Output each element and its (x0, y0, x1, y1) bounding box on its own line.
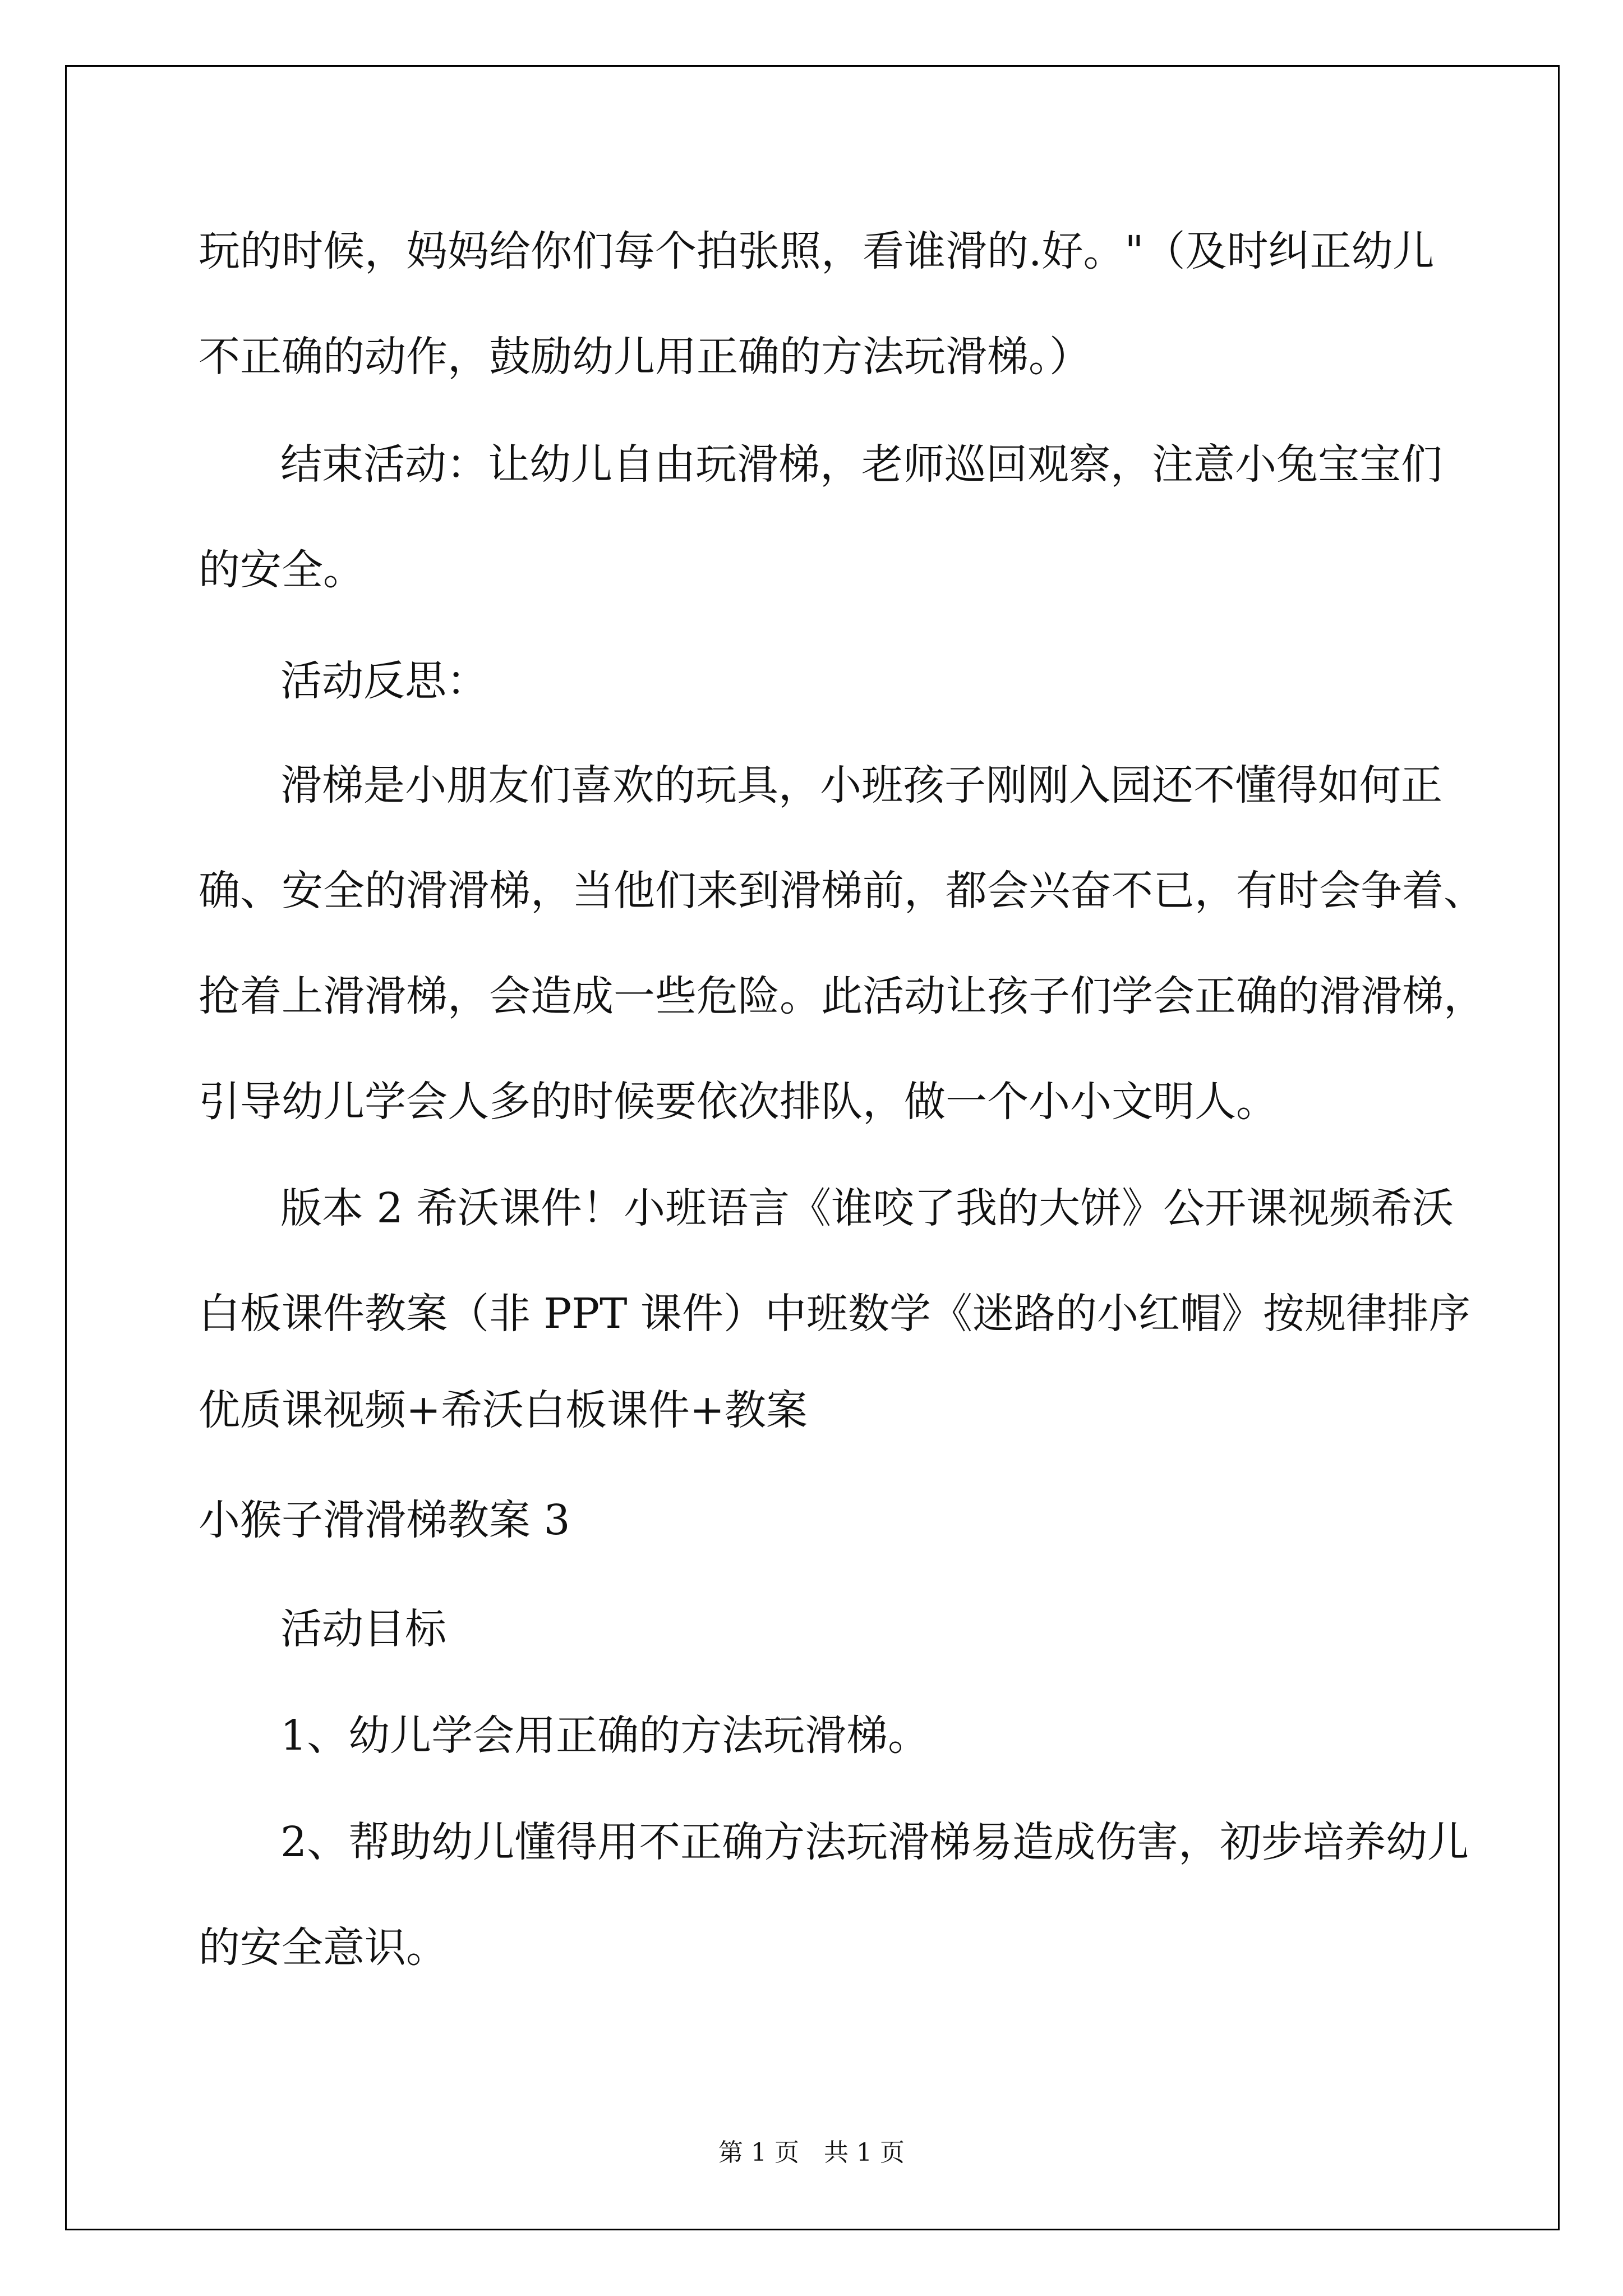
text-line-7: 确、安全的滑滑梯，当他们来到滑梯前，都会兴奋不已，有时会争着、 (199, 867, 1485, 915)
text-line-8: 抢着上滑滑梯，会造成一些危险。此活动让孩子们学会正确的滑滑梯， (199, 972, 1485, 1020)
text-line-17: 的安全意识。 (199, 1924, 448, 1972)
page-border (65, 65, 1560, 2230)
text-line-3: 结束活动：让幼儿自由玩滑梯，老师巡回观察，注意小兔宝宝们 (280, 440, 1442, 489)
text-line-12: 优质课视频+希沃白板课件+教案 (199, 1386, 808, 1434)
text-line-11: 白板课件教案（非 PPT 课件）中班数学《迷路的小红帽》按规律排序 (199, 1290, 1470, 1338)
text-line-1: 玩的时候，妈妈给你们每个拍张照，看谁滑的.好。"（及时纠正幼儿 (199, 227, 1435, 275)
text-line-2: 不正确的动作，鼓励幼儿用正确的方法玩滑梯。） (199, 333, 1091, 381)
text-line-9: 引导幼儿学会人多的时候要依次排队，做一个小小文明人。 (199, 1078, 1278, 1126)
text-line-4: 的安全。 (199, 546, 365, 594)
text-line-13: 小猴子滑滑梯教案 3 (199, 1496, 570, 1544)
text-line-16: 2、帮助幼儿懂得用不正确方法玩滑梯易造成伤害，初步培养幼儿 (280, 1818, 1469, 1866)
text-line-14: 活动目标 (280, 1605, 446, 1653)
text-line-15: 1、幼儿学会用正确的方法玩滑梯。 (280, 1711, 930, 1760)
page-number-footer: 第 1 页 共 1 页 (718, 2138, 905, 2167)
text-line-5: 活动反思： (280, 657, 488, 705)
text-line-6: 滑梯是小朋友们喜欢的玩具，小班孩子刚刚入园还不懂得如何正 (280, 761, 1442, 809)
text-line-10: 版本 2 希沃课件！小班语言《谁咬了我的大饼》公开课视频希沃 (280, 1184, 1454, 1232)
